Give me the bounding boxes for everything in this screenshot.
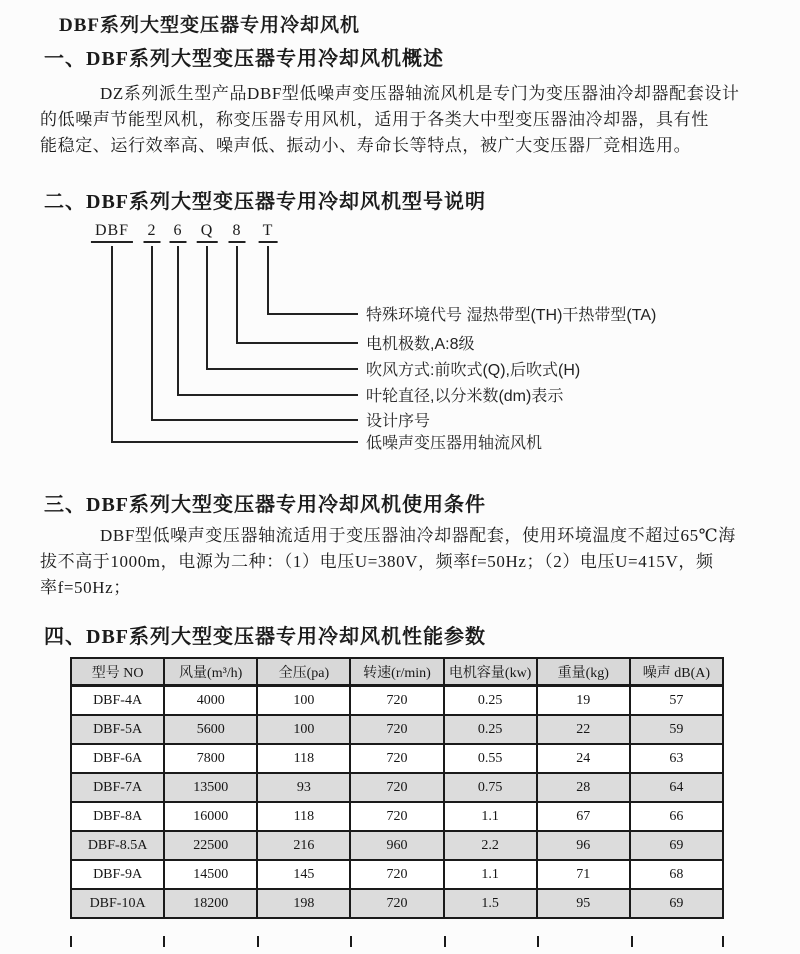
table-cell: 22500 bbox=[164, 831, 257, 860]
table-cell: 64 bbox=[630, 773, 723, 802]
column-header-model: 型号 NO bbox=[71, 658, 164, 686]
table-cell: 0.25 bbox=[444, 686, 537, 716]
connector-line-horizontal bbox=[111, 441, 358, 443]
connector-line-horizontal bbox=[206, 368, 358, 370]
table-cell: 0.75 bbox=[444, 773, 537, 802]
column-header-noise: 噪声 dB(A) bbox=[630, 658, 723, 686]
connector-line-vertical bbox=[111, 246, 113, 443]
table-column-border-stub bbox=[70, 936, 72, 947]
column-header-total-pressure: 全压(pa) bbox=[257, 658, 350, 686]
table-column-border-stub bbox=[444, 936, 446, 947]
table-cell: 71 bbox=[537, 860, 630, 889]
table-column-border-stub bbox=[537, 936, 539, 947]
paragraph-line: 拔不高于1000m，电源为二种：（1）电压U=380V，频率f=50Hz；（2）电压U=415V，频 bbox=[40, 552, 714, 571]
table-cell: DBF-10A bbox=[71, 889, 164, 918]
paragraph-line: DZ系列派生型产品DBF型低噪声变压器轴流风机是专门为变压器油冷却器配套设计 bbox=[100, 84, 740, 103]
table-cell: DBF-8A bbox=[71, 802, 164, 831]
table-cell: 22 bbox=[537, 715, 630, 744]
table-cell: 216 bbox=[257, 831, 350, 860]
table-cell: 24 bbox=[537, 744, 630, 773]
table-cell: 720 bbox=[350, 773, 443, 802]
table-cell: 0.25 bbox=[444, 715, 537, 744]
connector-line-vertical bbox=[267, 246, 269, 315]
table-cell: 5600 bbox=[164, 715, 257, 744]
model-code-label-motor-poles: 电机极数,A:8级 bbox=[366, 336, 475, 353]
table-cell: 0.55 bbox=[444, 744, 537, 773]
table-row bbox=[71, 686, 723, 716]
model-code-label-design-serial: 设计序号 bbox=[366, 413, 431, 430]
table-cell: 1.1 bbox=[444, 860, 537, 889]
table-row bbox=[71, 831, 723, 860]
table-cell: 720 bbox=[350, 860, 443, 889]
table-column-border-stub bbox=[163, 936, 165, 947]
table-cell: DBF-8.5A bbox=[71, 831, 164, 860]
table-cell: 100 bbox=[257, 715, 350, 744]
performance-table-body bbox=[71, 686, 723, 919]
usage-conditions-paragraph bbox=[40, 523, 736, 601]
table-cell: 63 bbox=[630, 744, 723, 773]
table-cell: 100 bbox=[257, 686, 350, 716]
table-cell: 7800 bbox=[164, 744, 257, 773]
table-cell: 69 bbox=[630, 831, 723, 860]
model-code-label-blow-mode: 吹风方式:前吹式(Q),后吹式(H) bbox=[366, 362, 581, 379]
table-cell: 67 bbox=[537, 802, 630, 831]
paragraph-line: 能稳定、运行效率高、噪声低、振动小、寿命长等特点，被广大变压器厂竞相选用。 bbox=[40, 136, 692, 155]
table-cell: 16000 bbox=[164, 802, 257, 831]
section-heading-performance-parameters: 四、DBF系列大型变压器专用冷却风机性能参数 bbox=[44, 626, 486, 648]
column-header-motor-capacity: 电机容量(kw) bbox=[444, 658, 537, 686]
table-cell: 59 bbox=[630, 715, 723, 744]
table-cell: 118 bbox=[257, 744, 350, 773]
connector-line-horizontal bbox=[236, 342, 358, 344]
table-cell: 18200 bbox=[164, 889, 257, 918]
table-cell: 720 bbox=[350, 889, 443, 918]
table-cell: 96 bbox=[537, 831, 630, 860]
table-cell: 19 bbox=[537, 686, 630, 716]
table-row bbox=[71, 773, 723, 802]
table-cell: 28 bbox=[537, 773, 630, 802]
table-cell: 720 bbox=[350, 802, 443, 831]
table-cell: 2.2 bbox=[444, 831, 537, 860]
table-cell: 66 bbox=[630, 802, 723, 831]
connector-line-horizontal bbox=[267, 313, 358, 315]
column-header-airflow: 风量(m³/h) bbox=[164, 658, 257, 686]
connector-line-vertical bbox=[151, 246, 153, 421]
model-code-segment: 2 bbox=[144, 222, 161, 243]
table-row bbox=[71, 802, 723, 831]
table-cell: 1.1 bbox=[444, 802, 537, 831]
table-row bbox=[71, 744, 723, 773]
performance-table-head bbox=[71, 658, 723, 686]
table-cell: 14500 bbox=[164, 860, 257, 889]
table-header-row bbox=[71, 658, 723, 686]
table-cell: 145 bbox=[257, 860, 350, 889]
table-cell: 118 bbox=[257, 802, 350, 831]
table-cell: 68 bbox=[630, 860, 723, 889]
model-code-segment: 8 bbox=[229, 222, 246, 243]
section-heading-model-designation: 二、DBF系列大型变压器专用冷却风机型号说明 bbox=[44, 191, 486, 213]
document-title: DBF系列大型变压器专用冷却风机 bbox=[59, 15, 361, 36]
table-cell: DBF-5A bbox=[71, 715, 164, 744]
table-cell: 720 bbox=[350, 715, 443, 744]
table-cell: 95 bbox=[537, 889, 630, 918]
table-cell: 720 bbox=[350, 686, 443, 716]
table-cell: DBF-4A bbox=[71, 686, 164, 716]
paragraph-line: DBF型低噪声变压器轴流适用于变压器油冷却器配套，使用环境温度不超过65℃海 bbox=[100, 526, 736, 545]
table-cell: 1.5 bbox=[444, 889, 537, 918]
model-code-segment: Q bbox=[197, 222, 218, 243]
table-cell: 198 bbox=[257, 889, 350, 918]
table-row bbox=[71, 860, 723, 889]
model-code-label-impeller-diameter: 叶轮直径,以分米数(dm)表示 bbox=[366, 388, 564, 405]
connector-line-horizontal bbox=[177, 394, 358, 396]
model-code-label-fan-type: 低噪声变压器用轴流风机 bbox=[366, 435, 543, 452]
table-row bbox=[71, 889, 723, 918]
paragraph-line: 的低噪声节能型风机，称变压器专用风机，适用于各类大中型变压器油冷却器，具有性 bbox=[40, 110, 709, 129]
paragraph-line: 率f=50Hz； bbox=[40, 578, 131, 597]
table-cell: 960 bbox=[350, 831, 443, 860]
table-column-border-stub bbox=[631, 936, 633, 947]
table-cell: DBF-9A bbox=[71, 860, 164, 889]
table-column-border-stub bbox=[257, 936, 259, 947]
model-code-segment: DBF bbox=[91, 222, 133, 243]
model-code-label-special-environment: 特殊环境代号 湿热带型(TH)干热带型(TA) bbox=[366, 307, 657, 324]
column-header-weight: 重量(kg) bbox=[537, 658, 630, 686]
table-column-border-stub bbox=[350, 936, 352, 947]
performance-table bbox=[70, 657, 724, 919]
overview-paragraph bbox=[40, 81, 740, 159]
table-cell: 57 bbox=[630, 686, 723, 716]
table-cell: 4000 bbox=[164, 686, 257, 716]
connector-line-horizontal bbox=[151, 419, 358, 421]
table-cell: 93 bbox=[257, 773, 350, 802]
table-cell: 13500 bbox=[164, 773, 257, 802]
connector-line-vertical bbox=[177, 246, 179, 396]
section-heading-usage-conditions: 三、DBF系列大型变压器专用冷却风机使用条件 bbox=[44, 494, 486, 516]
table-row bbox=[71, 715, 723, 744]
model-code-segment: 6 bbox=[170, 222, 187, 243]
table-cutoff-stub bbox=[70, 936, 724, 947]
table-cell: 720 bbox=[350, 744, 443, 773]
section-heading-overview: 一、DBF系列大型变压器专用冷却风机概述 bbox=[44, 48, 444, 70]
table-cell: DBF-7A bbox=[71, 773, 164, 802]
table-cell: DBF-6A bbox=[71, 744, 164, 773]
model-code-segment: T bbox=[259, 222, 278, 243]
column-header-speed: 转速(r/min) bbox=[350, 658, 443, 686]
connector-line-vertical bbox=[206, 246, 208, 370]
connector-line-vertical bbox=[236, 246, 238, 344]
table-cell: 69 bbox=[630, 889, 723, 918]
table-column-border-stub bbox=[722, 936, 724, 947]
